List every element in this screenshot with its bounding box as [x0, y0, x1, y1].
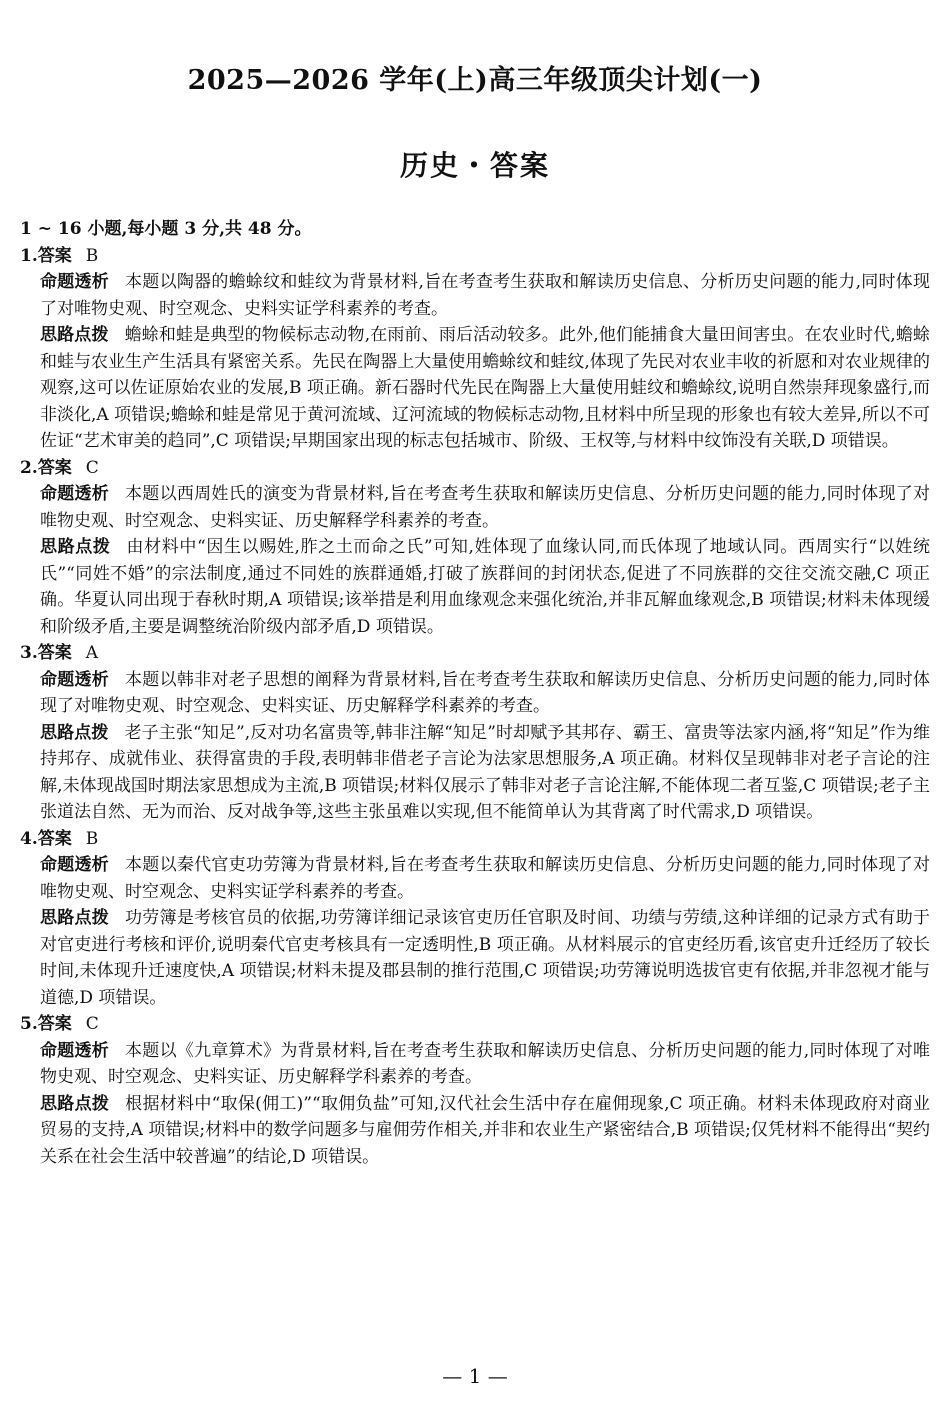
- question-header: [20, 640, 930, 667]
- analysis-label: 命题透析: [40, 1040, 110, 1061]
- answer-value: C: [85, 457, 99, 478]
- hint-text: 蟾蜍和蛙是典型的物候标志动物,在雨前、雨后活动较多。此外,他们能捕食大量田间害虫。在农业时代,蟾蜍和蛙与农业生产生活具有紧密关系。先民在陶器上大量使用蟾蜍纹和蛙纹,体现了先民对农业丰收的祈愿和对农业规律的观察,这可以佐证原始农业的发展,B 项正确。新石器时代先民在陶器上大量使用蛙纹和蟾蜍纹,说明自然崇拜现象盛行,而非淡化,A 项错误;蟾蜍和蛙是常见于黄河流域、辽河流域的物候标志动物,且材料中所呈现的形象也有较大差异,所以不可佐证“艺术审美的趋同”,C 项错误;早期国家出现的标志包括城市、阶级、王权等,与材料中纹饰没有关联,D 项错误。: [40, 325, 931, 451]
- answer-value: B: [85, 828, 99, 849]
- hint-paragraph: [40, 534, 930, 640]
- answer-value: A: [85, 643, 99, 663]
- page-number: — 1 —: [442, 1364, 508, 1388]
- question-number: 1.: [20, 245, 38, 266]
- answer-label: 答案: [37, 457, 72, 478]
- hint-label: 思路点拨: [40, 722, 109, 743]
- question-item: [20, 826, 930, 1012]
- answer-label: 答案: [37, 643, 72, 663]
- question-number: 4.: [20, 828, 38, 849]
- hint-label: 思路点拨: [40, 537, 111, 557]
- analysis-label: 命题透析: [40, 669, 110, 690]
- analysis-paragraph: [40, 852, 930, 905]
- question-item: [20, 1011, 930, 1170]
- hint-text: 由材料中“因生以赐姓,胙之土而命之氏”可知,姓体现了血缘认同,而氏体现了地域认同。西周实行“以姓统氏”“同姓不婚”的宗法制度,通过不同姓的族群通婚,打破了族群间的封闭状态,促进了不同族群的交往交流交融,C 项正确。华夏认同出现于春秋时期,A 项错误;该举措是利用血缘观念来强化统治,并非瓦解血缘观念,B 项错误;材料未体现缓和阶级矛盾,主要是调整统治阶级内部矛盾,D 项错误。: [40, 537, 930, 637]
- hint-text: 功劳簿是考核官员的依据,功劳簿详细记录该官吏历任官职及时间、功绩与劳绩,这种详细的记录方式有助于对官吏进行考核和评价,说明秦代官吏考核具有一定透明性,B 项正确。从材料展示的官吏经历看,该官吏升迁经历了较长时间,未体现升迁速度快,A 项错误;材料未提及郡县制的推行范围,C 项错误;功劳簿说明选拔官吏有依据,并非忽视才能与道德,D 项错误。: [40, 908, 931, 1008]
- answer-label: 答案: [37, 828, 72, 849]
- page-subtitle: 历史・答案: [399, 149, 550, 182]
- hint-paragraph: [40, 1091, 930, 1171]
- analysis-text: 本题以西周姓氏的演变为背景材料,旨在考查考生获取和解读历史信息、分析历史问题的能力,同时体现了对唯物史观、时空观念、史料实证、历史解释学科素养的考查。: [40, 484, 931, 531]
- answer-value: B: [85, 245, 99, 266]
- question-header: [20, 243, 930, 270]
- question-item: [20, 455, 930, 641]
- answer-label: 答案: [37, 1014, 72, 1034]
- analysis-paragraph: [40, 269, 930, 322]
- analysis-text: 本题以韩非对老子思想的阐释为背景材料,旨在考查考生获取和解读历史信息、分析历史问题的能力,同时体现了对唯物史观、时空观念、史料实证、历史解释学科素养的考查。: [40, 669, 931, 716]
- question-header: [20, 826, 930, 853]
- hint-text: 老子主张“知足”,反对功名富贵等,韩非注解“知足”时却赋予其邦存、霸王、富贵等法家内涵,将“知足”作为维持邦存、成就伟业、获得富贵的手段,表明韩非借老子言论为法家思想服务,A 项正确。材料仅呈现韩非对老子言论的注解,未体现战国时期法家思想成为主流,B 项错误;材料仅展示了韩非对老子言论注解,不能体现二者互鉴,C 项错误;老子主张道法自然、无为而治、反对战争等,这些主张虽难以实现,但不能简单认为其背离了时代需求,D 项错误。: [40, 722, 931, 822]
- analysis-paragraph: [40, 1038, 930, 1091]
- hint-paragraph: [40, 905, 930, 1011]
- page-title: 2025—2026 学年(上)高三年级顶尖计划(一): [187, 65, 763, 96]
- question-item: [20, 640, 930, 826]
- question-number: 2.: [20, 457, 38, 478]
- hint-label: 思路点拨: [40, 325, 109, 345]
- analysis-label: 命题透析: [40, 272, 110, 292]
- question-header: [20, 455, 930, 482]
- scoring-intro: 1 ~ 16 小题,每小题 3 分,共 48 分。: [20, 219, 312, 239]
- analysis-text: 本题以陶器的蟾蜍纹和蛙纹为背景材料,旨在考查考生获取和解读历史信息、分析历史问题的能力,同时体现了对唯物史观、时空观念、史料实证学科素养的考查。: [40, 272, 931, 319]
- answer-label: 答案: [37, 245, 72, 266]
- question-item: [20, 243, 930, 455]
- analysis-label: 命题透析: [40, 855, 110, 875]
- question-number: 5.: [20, 1014, 38, 1034]
- question-number: 3.: [20, 643, 38, 663]
- answer-content: [20, 216, 930, 1170]
- hint-paragraph: [40, 322, 930, 455]
- analysis-text: 本题以《九章算术》为背景材料,旨在考查考生获取和解读历史信息、分析历史问题的能力,同时体现了对唯物史观、时空观念、史料实证、历史解释学科素养的考查。: [40, 1040, 931, 1087]
- question-header: [20, 1011, 930, 1038]
- analysis-paragraph: [40, 667, 930, 720]
- hint-label: 思路点拨: [40, 1093, 110, 1114]
- hint-label: 思路点拨: [40, 908, 110, 928]
- hint-paragraph: [40, 720, 930, 826]
- answer-value: C: [85, 1014, 99, 1034]
- hint-text: 根据材料中“取保(佣工)”“取佣负盐”可知,汉代社会生活中存在雇佣现象,C 项正确。材料未体现政府对商业贸易的支持,A 项错误;材料中的数学问题多与雇佣劳作相关,并非和农业生产紧密结合,B 项错误;仅凭材料不能得出“契约关系在社会生活中较普遍”的结论,D 项错误。: [40, 1093, 931, 1167]
- analysis-text: 本题以秦代官吏功劳簿为背景材料,旨在考查考生获取和解读历史信息、分析历史问题的能力,同时体现了对唯物史观、时空观念、史料实证学科素养的考查。: [40, 855, 931, 902]
- analysis-paragraph: [40, 481, 930, 534]
- analysis-label: 命题透析: [40, 484, 110, 504]
